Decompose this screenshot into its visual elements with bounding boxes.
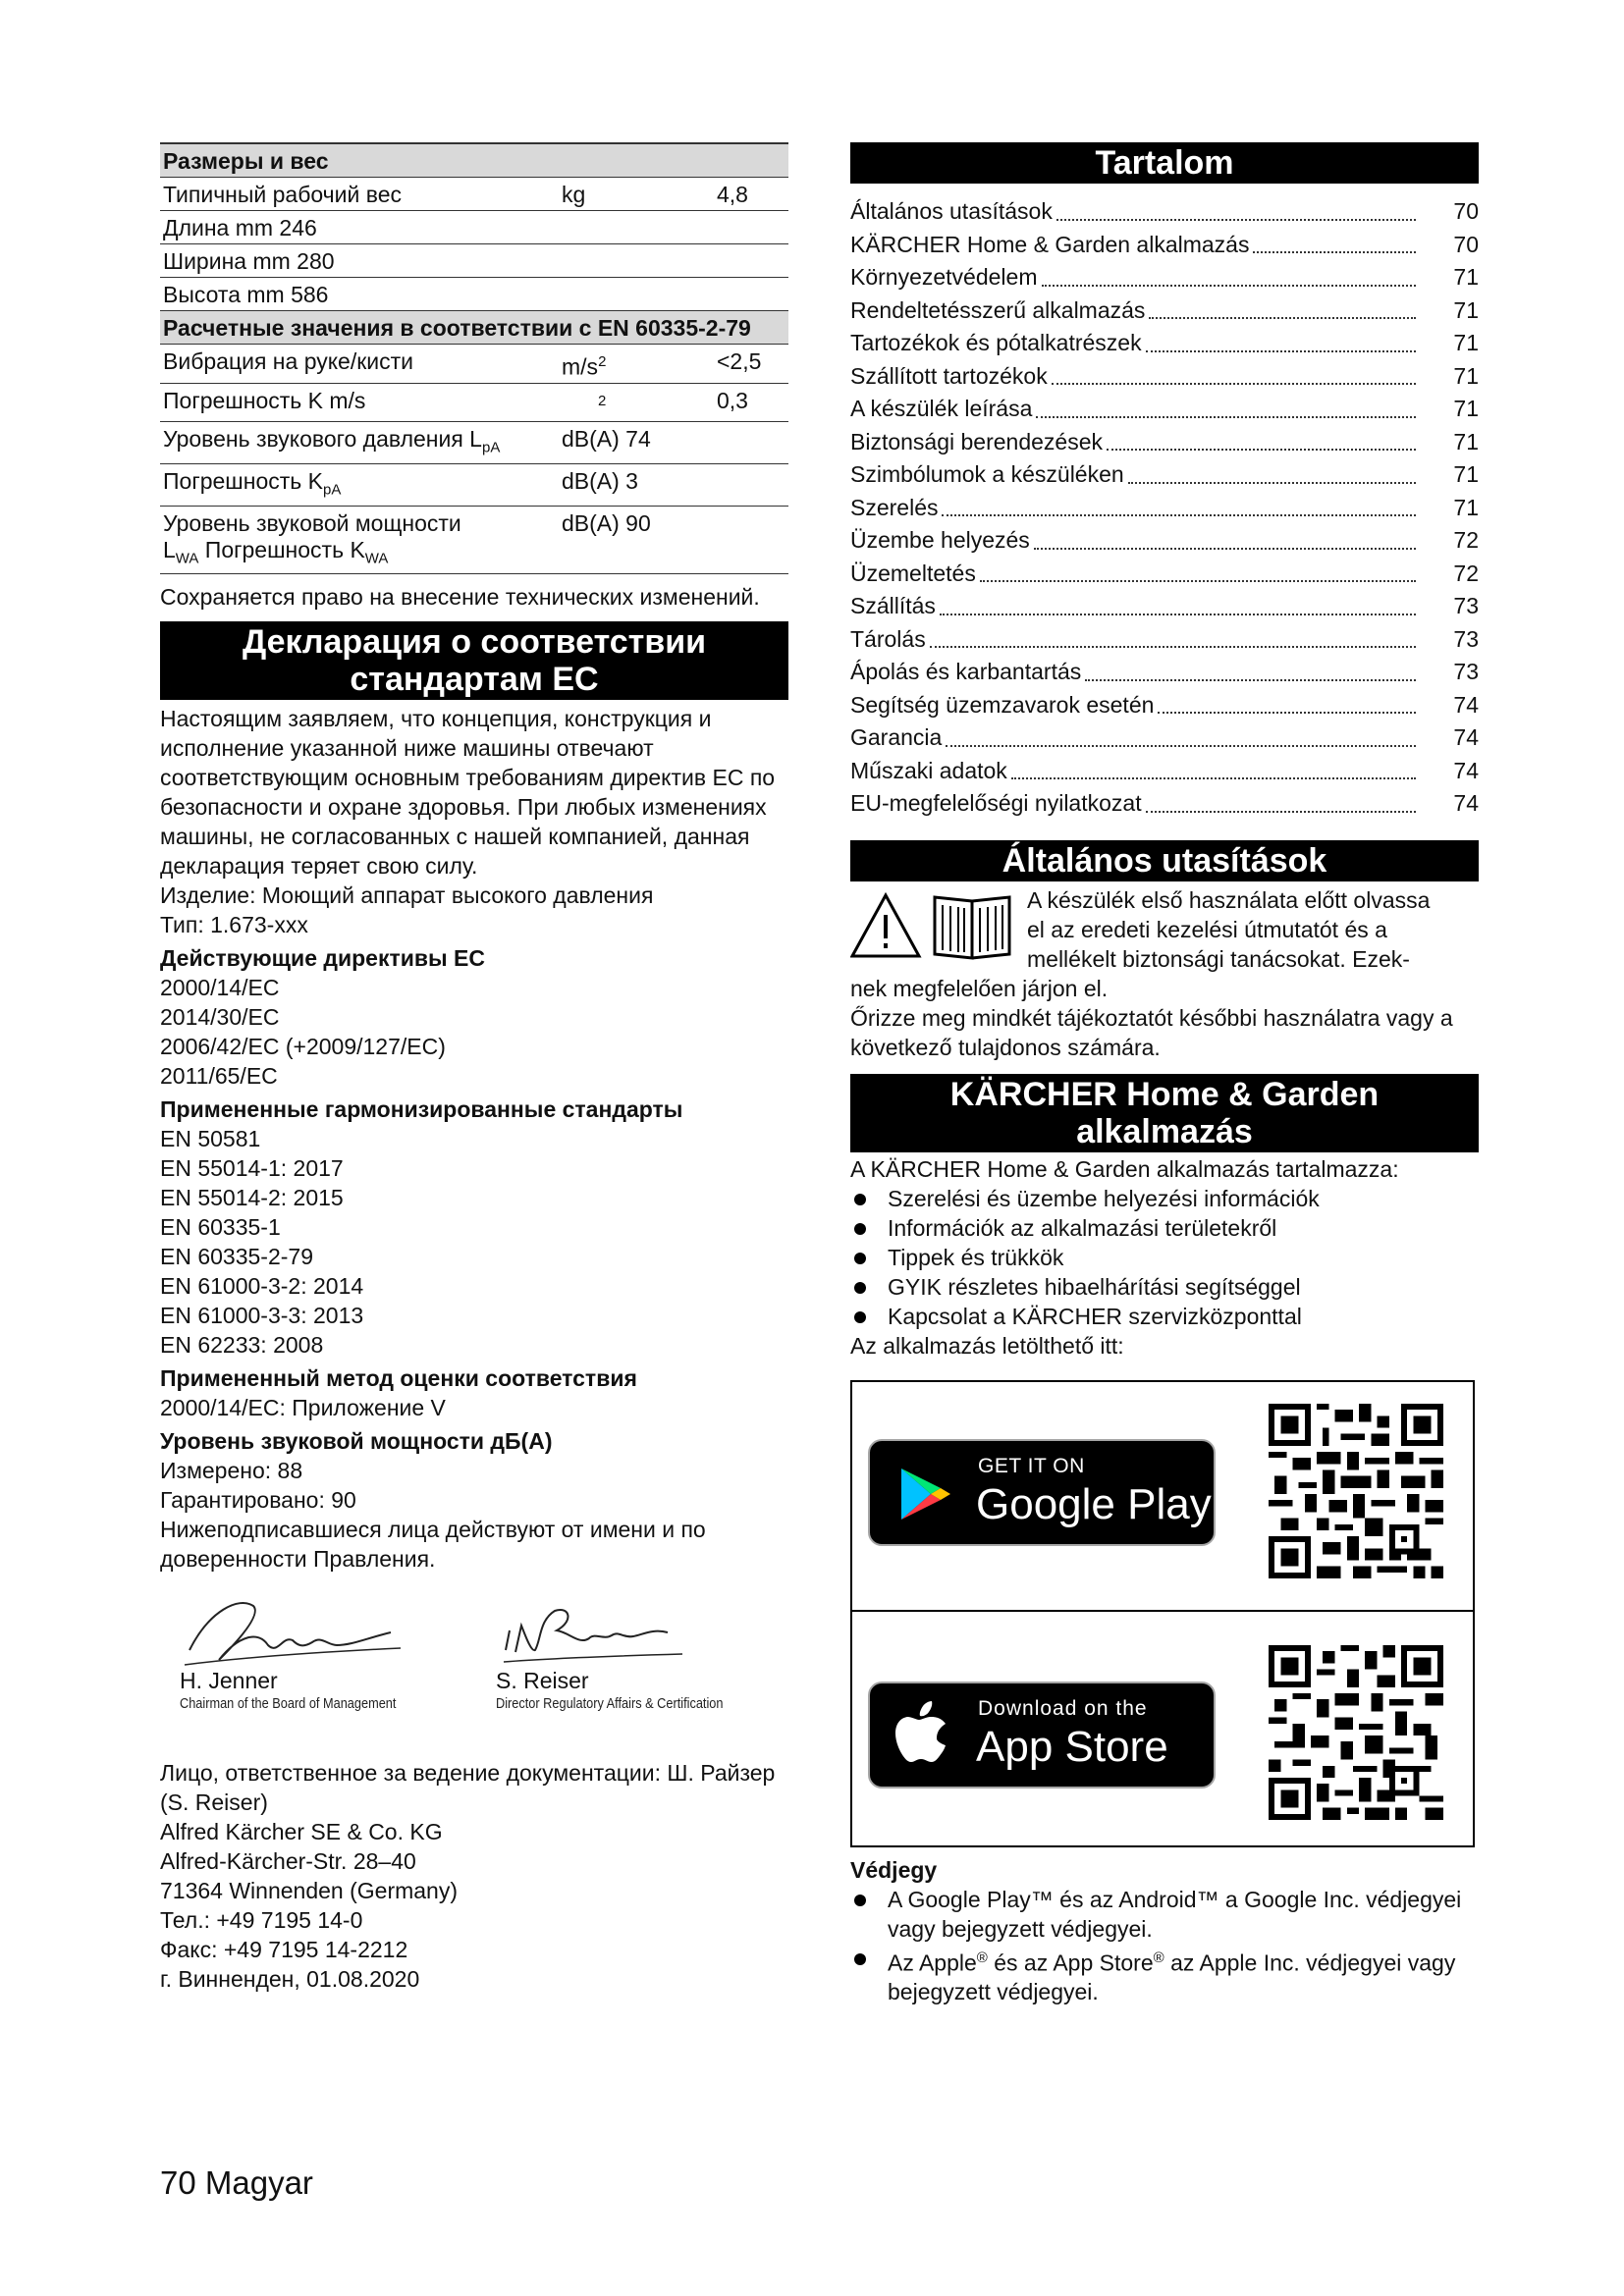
page-footer: 70 Magyar — [160, 2164, 313, 2201]
sound-heading: Уровень звуковой мощности дБ(А) — [160, 1428, 553, 1455]
address-line: Alfred Kärcher SE & Co. KG — [160, 1819, 443, 1845]
list-item: EN 55014-2: 2015 — [160, 1185, 344, 1211]
signer1-title: Chairman of the Board of Management — [180, 1695, 397, 1713]
spec-label: Уровень звуковой мощности $L_{WA}$ Погрешность $K_{WA}$ — [163, 509, 461, 567]
google-play-badge[interactable] — [868, 1439, 1216, 1546]
declaration-title-line1: Декларация о соответствии — [242, 623, 707, 662]
address-line: г. Винненден, 01.08.2020 — [160, 1966, 420, 1993]
general-heading: Általános utasítások — [850, 840, 1479, 881]
signers-note: Нижеподписавшиеся лица действуют от имени и по доверенности Правления. — [160, 1517, 706, 1573]
toc-item[interactable]: Szállítás 73 — [850, 593, 1479, 618]
method-heading: Примененный метод оценки соответствия — [160, 1365, 637, 1392]
google-play-big: Google Play — [976, 1479, 1212, 1528]
directives-heading: Действующие директивы ЕС — [160, 945, 485, 972]
list-item: EN 55014-1: 2017 — [160, 1155, 344, 1182]
toc-item[interactable]: Rendeltetésszerű alkalmazás 71 — [850, 296, 1479, 323]
spec-unit: 2 — [598, 392, 607, 409]
list-item: EN 50581 — [160, 1126, 261, 1152]
toc-item[interactable]: Általános utasítások 70 — [850, 198, 1479, 224]
signer2-title: Director Regulatory Affairs & Certification — [496, 1695, 724, 1713]
warning-manual-icon — [850, 889, 1019, 962]
declaration-text: Настоящим заявляем, что концепция, конструкция и исполнение указанной ниже машины отвечают соответствующим основным требованиям директив ЕС по безопасности и охране здоровья. При любых изменениях машины, не согласованных с нашей компанией, данная декларация теряет свою силу. — [160, 706, 776, 880]
list-item: 2000/14/EC — [160, 975, 280, 1001]
spec-unit: dB(A) 90 — [562, 509, 651, 536]
table-row — [160, 178, 788, 211]
toc-item[interactable]: Üzembe helyezés 72 — [850, 527, 1479, 553]
table-row — [160, 506, 788, 574]
table-row — [160, 311, 788, 345]
toc-item[interactable]: A készülék leírása 71 — [850, 396, 1479, 421]
declaration-title-line2: стандартам ЕС — [350, 661, 599, 699]
spec-label: Типичный рабочий вес — [163, 182, 403, 207]
spec-value: <2,5 — [717, 348, 762, 374]
app-store-small: Download on the — [978, 1696, 1148, 1720]
standards-list — [160, 1124, 788, 1360]
list-item: Kapcsolat a KÄRCHER szervizközponttal — [850, 1302, 1479, 1331]
trademark-heading: Védjegy — [850, 1856, 938, 1883]
list-item: 2011/65/EC — [160, 1063, 278, 1090]
toc-item[interactable]: Környezetvédelem 71 — [850, 264, 1479, 290]
table-row — [160, 143, 788, 178]
list-item: EN 62233: 2008 — [160, 1332, 324, 1359]
signer2-name: S. Reiser — [496, 1668, 589, 1694]
toc-item[interactable]: Tárolás 73 — [850, 625, 1479, 652]
list-item: 2006/42/EC (+2009/127/EC) — [160, 1034, 446, 1060]
address-line: Тел.: +49 7195 14-0 — [160, 1907, 363, 1934]
spec-label: Длина mm 246 — [163, 215, 317, 240]
toc-item[interactable]: Szállított tartozékok 71 — [850, 362, 1479, 389]
app-title-line1: KÄRCHER Home & Garden — [949, 1075, 1380, 1113]
type-line: Тип: 1.673-xxx — [160, 912, 308, 938]
toc-item[interactable]: Szerelés 71 — [850, 494, 1479, 520]
toc-item[interactable]: Műszaki adatok 74 — [850, 757, 1479, 783]
table-row — [160, 383, 788, 422]
apple-icon — [895, 1701, 954, 1770]
toc-item[interactable]: Üzemeltetés 72 — [850, 560, 1479, 586]
address-block — [160, 1758, 788, 1994]
spec-unit: kg — [562, 182, 586, 207]
google-play-small: GET IT ON — [978, 1454, 1085, 1477]
address-line: 71364 Winnenden (Germany) — [160, 1878, 458, 1904]
table-row — [160, 463, 788, 506]
toc-item[interactable]: Tartozékok és pótalkatrészek 71 — [850, 330, 1479, 355]
method-text: 2000/14/EC: Приложение V — [160, 1395, 446, 1421]
spec-header: Размеры и вес — [160, 143, 788, 178]
spec-label: Погрешность $K_{pA}$ — [163, 467, 342, 499]
app-box-divider — [852, 1610, 1473, 1612]
product-line: Изделие: Моющий аппарат высокого давления — [160, 882, 654, 909]
table-row — [160, 422, 788, 464]
spec-unit: $m/s^2$ — [562, 353, 607, 380]
app-download-text: Az alkalmazás letölthető itt: — [850, 1332, 1124, 1359]
general-line: el az eredeti kezelési útmutatót és a — [1027, 916, 1387, 942]
app-title-line2: alkalmazás — [1076, 1112, 1253, 1150]
toc-item[interactable]: EU-megfelelőségi nyilatkozat 74 — [850, 790, 1479, 816]
list-item: Az Apple® és az App Store® az Apple Inc. védjegyei vagy bejegyzett védjegyei. — [850, 1944, 1479, 2007]
directives-list — [160, 973, 788, 1091]
signature-block-reiser — [496, 1591, 763, 1714]
spec-label: Погрешность K m/s — [163, 387, 366, 413]
toc-item[interactable]: Ápolás és karbantartás 73 — [850, 659, 1479, 684]
toc-item[interactable]: Segítség üzemzavarok esetén 74 — [850, 691, 1479, 718]
left-column — [160, 142, 788, 1994]
spec-label: Вибрация на руке/кисти — [163, 348, 414, 374]
signature-block-jenner — [180, 1591, 434, 1714]
address-line: Alfred-Kärcher-Str. 28–40 — [160, 1848, 416, 1875]
signature-reiser-image — [496, 1591, 692, 1670]
toc-item[interactable]: Biztonsági berendezések 71 — [850, 428, 1479, 454]
list-item: EN 60335-1 — [160, 1214, 281, 1241]
app-store-big: App Store — [976, 1722, 1168, 1771]
list-item: Tippek és trükkök — [850, 1243, 1479, 1272]
spec-header: Расчетные значения в соответствии с EN 60335-2-79 — [160, 311, 788, 345]
spec-label: Уровень звукового давления $L_{pA}$ — [163, 426, 501, 456]
spec-value: 4,8 — [717, 182, 748, 207]
signatures — [160, 1591, 788, 1738]
table-row — [160, 278, 788, 311]
guaranteed-value: Гарантировано: 90 — [160, 1487, 356, 1514]
spec-unit: dB(A) 74 — [562, 426, 651, 453]
toc-heading: Tartalom — [850, 142, 1479, 184]
table-row — [160, 345, 788, 384]
table-of-contents — [850, 195, 1479, 821]
signer1-name: H. Jenner — [180, 1668, 278, 1694]
list-item: A Google Play™ és az Android™ a Google Inc. védjegyei vagy bejegyzett védjegyei. — [850, 1885, 1479, 1944]
general-text-end: nek megfelelően járjon el. — [850, 975, 1109, 1001]
list-item: 2014/30/EC — [160, 1004, 280, 1031]
change-note: Сохраняется право на внесение технических изменений. — [160, 584, 760, 611]
list-item: EN 61000-3-2: 2014 — [160, 1273, 364, 1300]
address-line: Факс: +49 7195 14-2212 — [160, 1937, 408, 1963]
standards-heading: Примененные гармонизированные стандарты — [160, 1096, 683, 1123]
toc-item[interactable]: KÄRCHER Home & Garden alkalmazás 70 — [850, 231, 1479, 257]
toc-item[interactable]: Szimbólumok a készüléken 71 — [850, 461, 1479, 487]
spec-label: Ширина mm 280 — [163, 248, 335, 274]
general-text-keep: Őrizze meg mindkét tájékoztatót későbbi használatra vagy a következő tulajdonos számára. — [850, 1004, 1453, 1060]
app-feature-list — [850, 1184, 1479, 1331]
list-item: EN 61000-3-3: 2013 — [160, 1303, 364, 1329]
address-line: Лицо, ответственное за ведение документации: Ш. Райзер (S. Reiser) — [160, 1760, 776, 1816]
list-item: EN 60335-2-79 — [160, 1244, 313, 1270]
app-store-badge[interactable] — [868, 1682, 1216, 1789]
spec-table — [160, 142, 788, 574]
table-row — [160, 211, 788, 244]
measured-value: Измерено: 88 — [160, 1458, 303, 1484]
table-row — [160, 244, 788, 278]
toc-item[interactable]: Garancia 74 — [850, 724, 1479, 750]
app-download-box — [850, 1380, 1475, 1847]
spec-label: Высота mm 586 — [163, 282, 329, 307]
list-item: Információk az alkalmazási területekről — [850, 1213, 1479, 1243]
right-column — [850, 142, 1479, 2006]
signature-jenner-image — [180, 1591, 406, 1670]
general-line: A készülék első használata előtt olvassa — [1027, 886, 1431, 913]
spec-unit: dB(A) 3 — [562, 467, 638, 494]
declaration-heading — [160, 621, 788, 700]
general-warning — [850, 885, 1479, 1062]
app-heading — [850, 1074, 1479, 1152]
app-store-qr-code[interactable] — [1269, 1645, 1443, 1820]
google-play-icon — [895, 1465, 954, 1523]
trademark-list — [850, 1885, 1479, 2007]
google-play-qr-code[interactable] — [1269, 1404, 1443, 1578]
app-intro: A KÄRCHER Home & Garden alkalmazás tartalmazza: — [850, 1155, 1399, 1182]
list-item: GYIK részletes hibaelhárítási segítséggel — [850, 1272, 1479, 1302]
list-item: Szerelési és üzembe helyezési információk — [850, 1184, 1479, 1213]
general-line: mellékelt biztonsági tanácsokat. Ezek- — [1027, 945, 1410, 972]
spec-value: 0,3 — [717, 387, 748, 413]
